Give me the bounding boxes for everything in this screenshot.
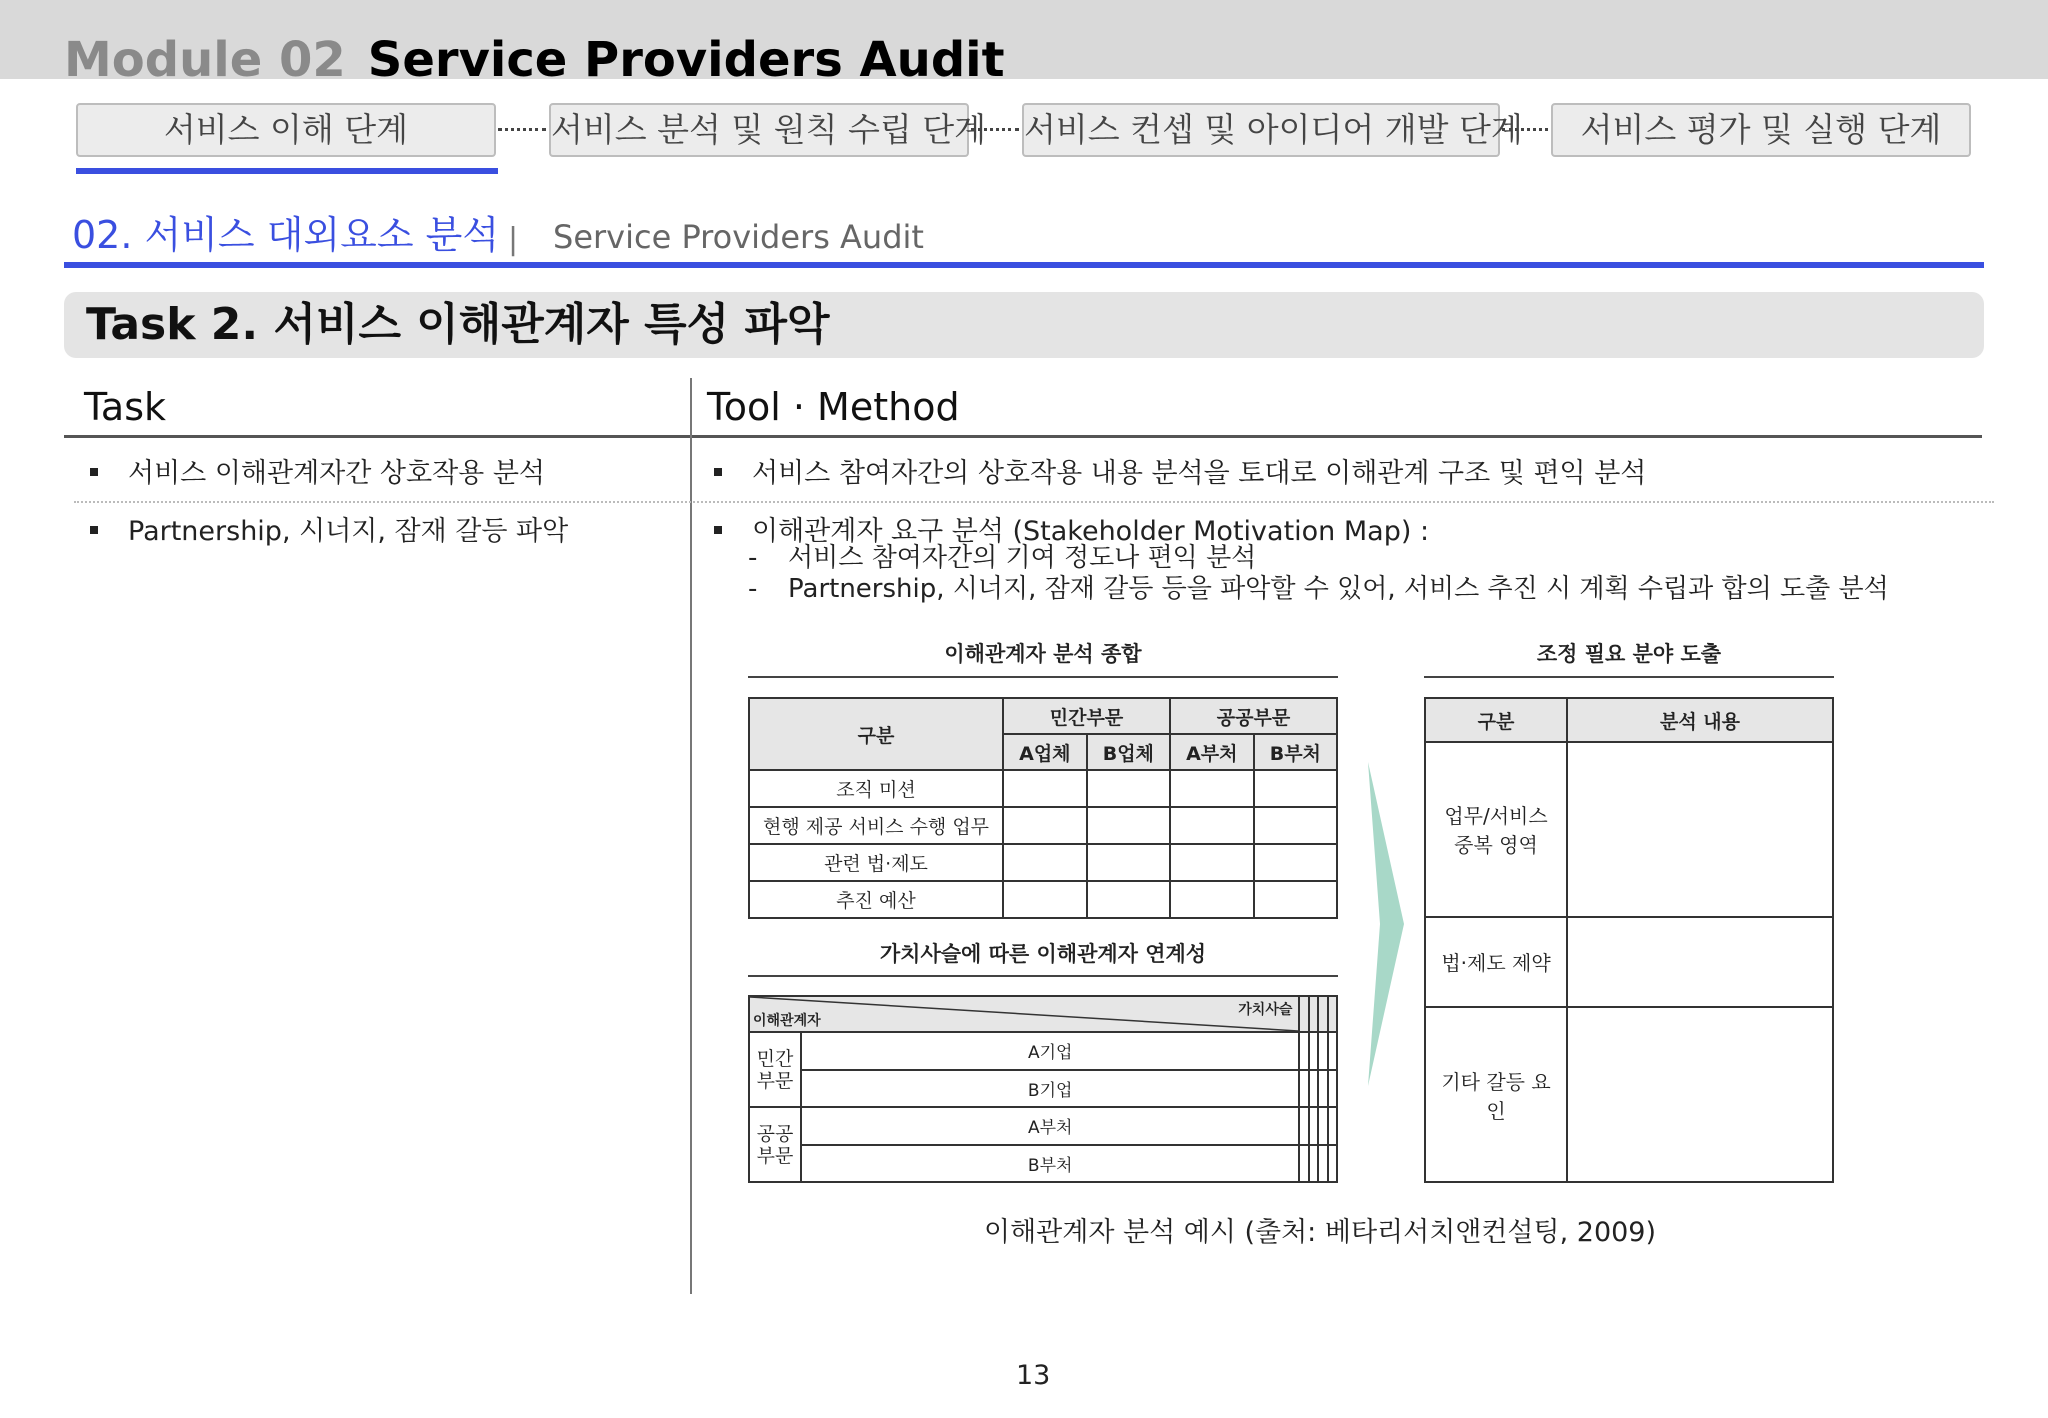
summary-sub-col: A부처 (1170, 734, 1254, 770)
step-1[interactable]: 서비스 이해 단계 (76, 103, 496, 157)
active-step-indicator (76, 168, 498, 174)
adjust-col1: 구분 (1425, 698, 1567, 742)
linkage-item: B부처 (801, 1145, 1299, 1183)
bullet-square-icon (714, 526, 722, 534)
adjust-row-label: 법·제도 제약 (1425, 917, 1567, 1007)
adjust-title-rule (1424, 676, 1834, 678)
tool-subitem (748, 574, 1889, 604)
adjust-row-label: 업무/서비스 중복 영역 (1425, 742, 1567, 917)
tool-item-text: 이해관계자 요구 분석 (Stakeholder Motivation Map) : (752, 516, 1430, 547)
diagonal-line-icon (750, 997, 1298, 1031)
summary-private-group: 민간부문 (1003, 698, 1170, 734)
row-divider (74, 501, 1994, 503)
dash-mark: - (748, 574, 758, 604)
dash-mark: - (748, 543, 758, 573)
linkage-item: A기업 (801, 1032, 1299, 1070)
column-divider (690, 378, 692, 1294)
step-connector (971, 128, 1019, 131)
linkage-corner-top: 가치사슬 (1238, 1002, 1293, 1018)
summary-row-label: 추진 예산 (749, 881, 1003, 918)
tool-subitem-text: Partnership, 시너지, 잠재 갈등 등을 파악할 수 있어, 서비스 추진 시 계획 수립과 합의 도출 분석 (788, 574, 1889, 604)
section-separator: | (508, 222, 519, 257)
step-connector (498, 128, 546, 131)
summary-sub-col: A업체 (1003, 734, 1087, 770)
page-number: 13 (1016, 1360, 1051, 1391)
adjust-row-label: 기타 갈등 요인 (1425, 1007, 1567, 1182)
linkage-title-rule (748, 975, 1338, 977)
column-header-task: Task (84, 385, 167, 429)
tool-subitem (748, 543, 1256, 573)
summary-row-label: 관련 법·제도 (749, 844, 1003, 881)
summary-sub-col: B부처 (1254, 734, 1337, 770)
section-title: 02. 서비스 대외요소 분석 (72, 213, 500, 257)
section-subtitle: Service Providers Audit (553, 218, 924, 256)
step-3[interactable]: 서비스 컨셉 및 아이디어 개발 단계 (1022, 103, 1500, 157)
summary-row-label: 조직 미션 (749, 770, 1003, 807)
tool-subitem-text: 서비스 참여자간의 기여 정도나 편익 분석 (788, 543, 1257, 573)
section-divider (64, 262, 1984, 268)
bullet-square-icon (714, 468, 722, 476)
adjust-table (1424, 697, 1834, 1183)
summary-title: 이해관계자 분석 종합 (944, 642, 1142, 666)
step-4[interactable]: 서비스 평가 및 실행 단계 (1551, 103, 1971, 157)
module-title: Service Providers Audit (367, 32, 1005, 88)
bullet-square-icon (90, 526, 98, 534)
summary-col-group: 구분 (749, 698, 1003, 770)
page-title (64, 30, 1005, 90)
step-2[interactable]: 서비스 분석 및 원칙 수립 단계 (549, 103, 969, 157)
linkage-group: 공공 부문 (749, 1107, 801, 1182)
task-item (90, 514, 568, 550)
linkage-corner (749, 996, 1299, 1032)
summary-table (748, 697, 1338, 919)
linkage-item: A부처 (801, 1107, 1299, 1145)
task-title: Task 2. 서비스 이해관계자 특성 파악 (86, 299, 830, 350)
header-rule (64, 435, 1982, 438)
summary-row-label: 현행 제공 서비스 수행 업무 (749, 807, 1003, 844)
adjust-title: 조정 필요 분야 도출 (1536, 642, 1722, 666)
summary-public-group: 공공부문 (1170, 698, 1337, 734)
linkage-table (748, 995, 1338, 1183)
linkage-corner-bottom: 이해관계자 (753, 1013, 821, 1029)
task-item (90, 456, 545, 492)
module-label: Module 02 (64, 32, 346, 88)
task-item-text: Partnership, 시너지, 잠재 갈등 파악 (128, 516, 569, 547)
step-connector (1502, 128, 1548, 131)
flow-arrow-icon (1368, 762, 1408, 1086)
summary-title-rule (748, 676, 1338, 678)
adjust-col2: 분석 내용 (1567, 698, 1833, 742)
linkage-group: 민간 부문 (749, 1032, 801, 1107)
bullet-square-icon (90, 468, 98, 476)
linkage-title: 가치사슬에 따른 이해관계자 연계성 (879, 942, 1207, 966)
summary-sub-col: B업체 (1087, 734, 1170, 770)
diagram-caption: 이해관계자 분석 예시 (출처: 베타리서치앤컨설팅, 2009) (984, 1217, 1657, 1248)
task-item-text: 서비스 이해관계자간 상호작용 분석 (128, 458, 545, 489)
tool-item (714, 456, 1646, 492)
linkage-item: B기업 (801, 1070, 1299, 1108)
column-header-tool: Tool · Method (707, 385, 960, 429)
tool-item-text: 서비스 참여자간의 상호작용 내용 분석을 토대로 이해관계 구조 및 편익 분석 (752, 458, 1647, 489)
